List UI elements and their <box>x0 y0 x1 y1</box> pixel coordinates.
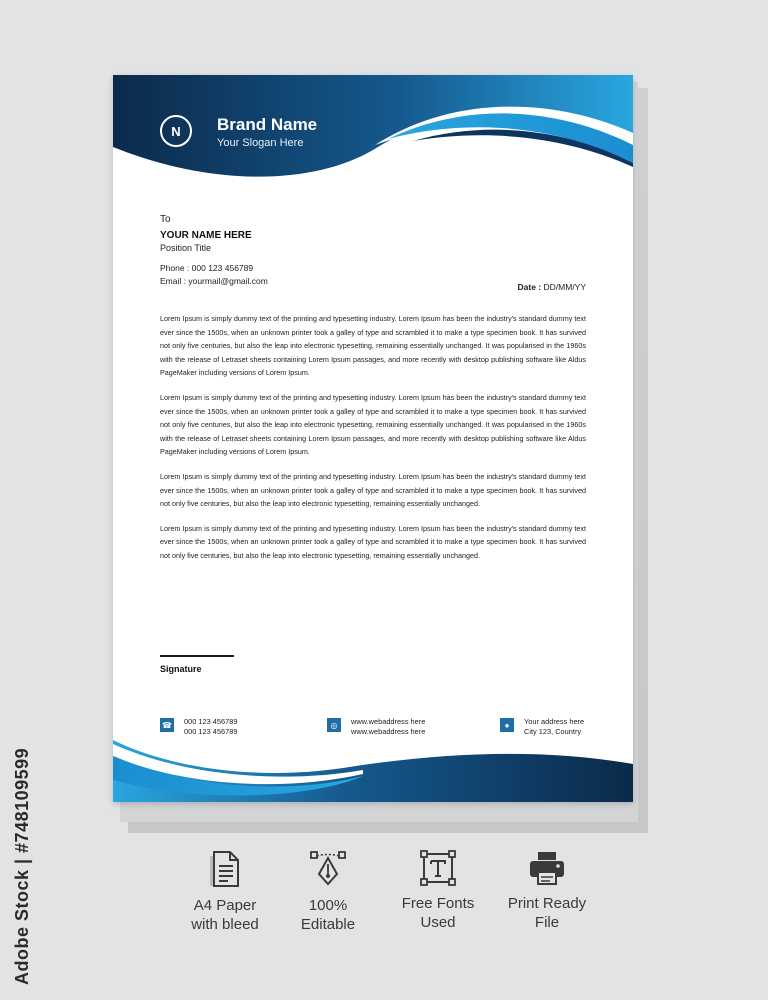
text-box-icon <box>420 850 456 886</box>
feature-fonts <box>378 850 498 932</box>
body-paragraph-3: Lorem Ipsum is simply dummy text of the printing and typesetting industry. Lorem Ipsum has been the industry's standard dummy text ever since the 1500s, when an unknown printer took a galley of type and scrambled it to make a type specimen book. It has survived not only five centuries, but also the leap into electronic typesetting, remaining essentially unchanged. <box>160 471 586 509</box>
feature-editable <box>268 850 388 934</box>
stock-id-text: Adobe Stock | #748109599 <box>12 747 32 985</box>
footer-wave <box>113 740 633 802</box>
body-paragraph-2: Lorem Ipsum is simply dummy text of the printing and typesetting industry. Lorem Ipsum has been the industry's standard dummy text ever since the 1500s, when an unknown printer took a galley of type and scrambled it to make a type specimen book. It has survived not only five centuries, but also the leap into electronic typesetting, remaining essentially unchanged. It was popularised in the 1960s with the release of Letraset sheets containing Lorem Ipsum passages, and more recently with desktop publishing software like Aldus PageMaker including versions of Lorem Ipsum. <box>160 392 586 457</box>
footer-phone-2: 000 123 456789 <box>184 727 238 736</box>
feature-editable-line1: 100% <box>308 897 348 914</box>
printer-icon <box>528 850 566 886</box>
letterhead-page <box>113 75 633 802</box>
footer-phone-1: 000 123 456789 <box>184 717 238 726</box>
recipient-block <box>160 214 268 288</box>
feature-print <box>487 850 607 932</box>
date-line <box>518 282 587 292</box>
recipient-position: Position Title <box>160 243 212 253</box>
brand-name: Brand Name <box>217 115 318 134</box>
signature-line <box>160 655 234 657</box>
footer-address-1: Your address here <box>524 717 585 726</box>
feature-print-line2: File <box>534 914 560 931</box>
footer-address-2: City 123, Country <box>524 727 582 736</box>
pen-tool-icon <box>309 850 347 888</box>
date-label: Date : <box>517 282 542 292</box>
feature-a4-line1: A4 Paper <box>193 897 257 914</box>
footer-web <box>327 717 425 737</box>
stock-id-watermark <box>8 747 32 985</box>
brand-slogan: Your Slogan Here <box>217 137 304 149</box>
recipient-name: YOUR NAME HERE <box>160 230 252 241</box>
footer-phone <box>160 717 237 737</box>
feature-fonts-line1: Free Fonts <box>401 895 475 912</box>
location-pin-icon: ● <box>500 718 514 732</box>
feature-a4-line2: with bleed <box>191 916 259 933</box>
body-paragraph-4: Lorem Ipsum is simply dummy text of the printing and typesetting industry. Lorem Ipsum has been the industry's standard dummy text ever since the 1500s, when an unknown printer took a galley of type and scrambled it to make a type specimen book. It has survived not only five centuries, but also the leap into electronic typesetting, remaining essentially unchanged. <box>160 523 586 560</box>
feature-fonts-line2: Used <box>420 914 456 931</box>
body-paragraph-1: Lorem Ipsum is simply dummy text of the printing and typesetting industry. Lorem Ipsum has been the industry's standard dummy text ever since the 1500s, when an unknown printer took a galley of type and scrambled it to make a type specimen book. It has survived not only five centuries, but also the leap into electronic typesetting, remaining essentially unchanged. It was popularised in the 1960s with the release of Letraset sheets containing Lorem Ipsum passages, and more recently with desktop publishing software like Aldus PageMaker including versions of Lorem Ipsum. <box>160 314 586 378</box>
recipient-email: Email : yourmail@gmail.com <box>160 276 268 286</box>
to-label: To <box>160 214 171 225</box>
feature-print-line1: Print Ready <box>507 895 587 912</box>
logo-letter: N <box>171 123 181 139</box>
feature-a4 <box>165 850 285 934</box>
recipient-phone: Phone : 000 123 456789 <box>160 263 254 273</box>
feature-editable-line2: Editable <box>300 916 356 933</box>
document-icon <box>208 850 242 888</box>
footer-web-1: www.webaddress here <box>351 717 426 726</box>
phone-icon: ☎ <box>160 718 174 732</box>
letter-body <box>160 312 586 574</box>
footer-web-2: www.webaddress here <box>351 727 426 736</box>
features-row <box>0 850 768 950</box>
brand-logo-icon <box>160 115 192 147</box>
date-value: DD/MM/YY <box>543 282 586 292</box>
globe-icon: ◎ <box>327 718 341 732</box>
signature-label: Signature <box>160 664 202 674</box>
footer-address <box>500 717 584 737</box>
